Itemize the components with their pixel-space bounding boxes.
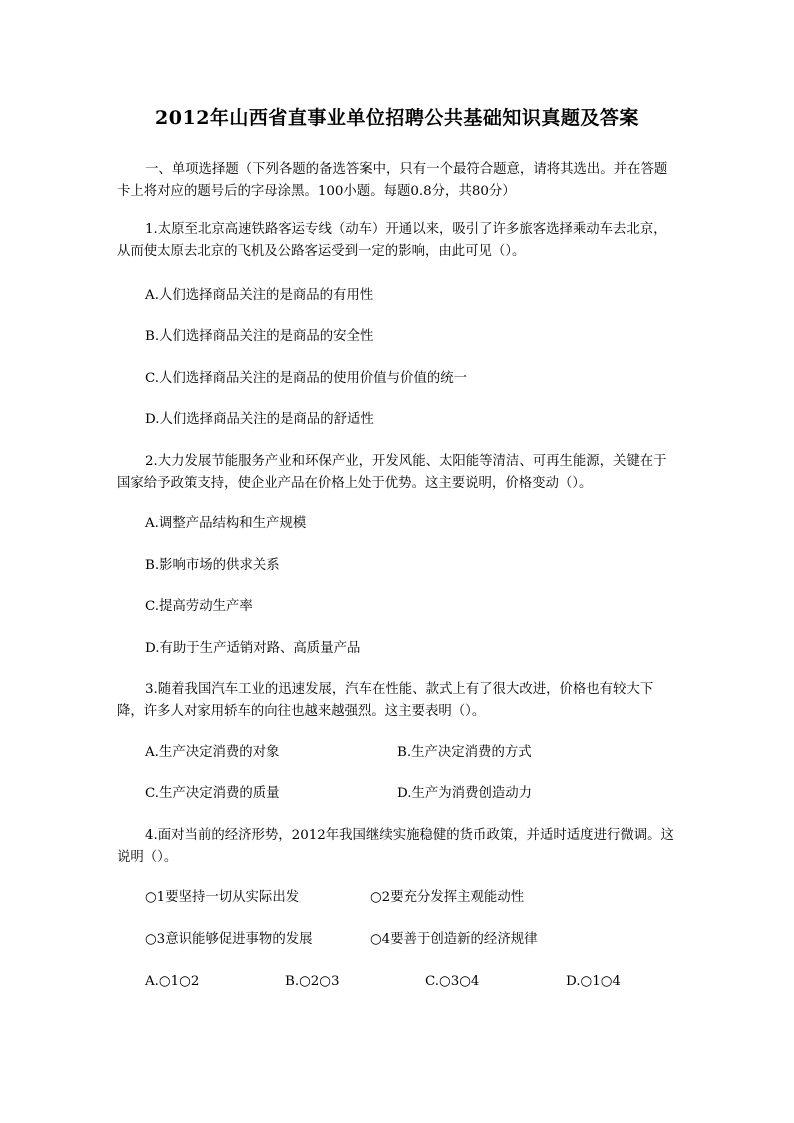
question-4-option-c: C.○3○4 — [425, 974, 480, 989]
question-4-item-3: ○3意识能够促进事物的发展 — [145, 932, 313, 947]
question-3-option-a: A.生产决定消费的对象 — [145, 745, 280, 760]
question-4-item-1: ○1要坚持一切从实际出发 — [145, 890, 300, 905]
question-4-option-b: B.○2○3 — [285, 974, 340, 989]
question-3-stem: 3.随着我国汽车工业的迅速发展，汽车在性能、款式上有了很大改进，价格也有较大下降，许多人对家用轿车的向往也越来越强烈。这主要表明（）。 — [117, 682, 654, 719]
question-3-option-b: B.生产决定消费的方式 — [397, 745, 532, 760]
question-4-option-a: A.○1○2 — [145, 974, 200, 989]
page-title: 2012年山西省直事业单位招聘公共基础知识真题及答案 — [155, 107, 639, 129]
question-4-item-4: ○4要善于创造新的经济规律 — [370, 932, 538, 947]
question-1-option-b: B.人们选择商品关注的是商品的安全性 — [145, 329, 374, 344]
question-1-stem: 1.太原至北京高速铁路客运专线（动车）开通以来，吸引了许多旅客选择乘动车去北京，从而使太原去北京的飞机及公路客运受到一定的影响，由此可见（）。 — [117, 222, 667, 259]
question-2-option-d: D.有助于生产适销对路、高质量产品 — [145, 641, 361, 656]
question-2-stem: 2.大力发展节能服务产业和环保产业，开发风能、太阳能等清洁、可再生能源，关键在于国家给予政策支持，使企业产品在价格上处于优势。这主要说明，价格变动（）。 — [117, 454, 667, 491]
question-2-option-a: A.调整产品结构和生产规模 — [145, 516, 307, 531]
section-intro: 一、单项选择题（下列各题的备选答案中，只有一个最符合题意，请将其选出。并在答题卡上将对应的题号后的字母涂黑。100小题。每题0.8分，共80分） — [117, 162, 668, 199]
question-4-item-2: ○2要充分发挥主观能动性 — [370, 890, 525, 905]
question-4-option-d: D.○1○4 — [566, 974, 621, 989]
question-4-stem: 4.面对当前的经济形势，2012年我国继续实施稳健的货币政策，并适时适度进行微调。这说明（）。 — [117, 828, 674, 865]
question-2-option-c: C.提高劳动生产率 — [145, 599, 253, 614]
question-1-option-c: C.人们选择商品关注的是商品的使用价值与价值的统一 — [145, 371, 468, 386]
question-1-option-a: A.人们选择商品关注的是商品的有用性 — [145, 288, 374, 303]
question-3-option-d: D.生产为消费创造动力 — [397, 786, 533, 801]
question-2-option-b: B.影响市场的供求关系 — [145, 558, 280, 573]
question-3-option-c: C.生产决定消费的质量 — [145, 786, 280, 801]
question-1-option-d: D.人们选择商品关注的是商品的舒适性 — [145, 412, 374, 427]
